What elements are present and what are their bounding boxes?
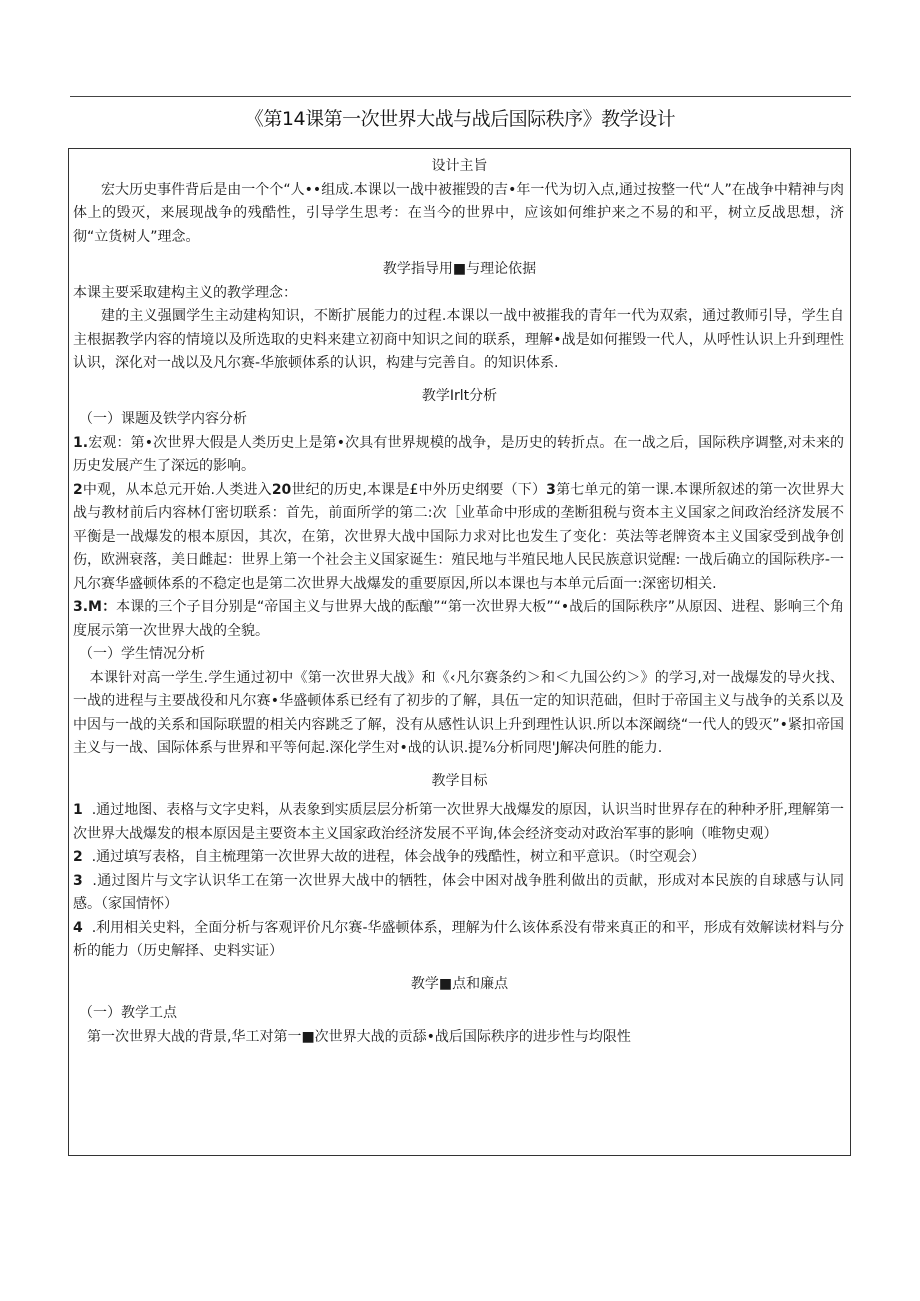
item-text: 宏观：第•次世界大假是人类历史上是第•次具有世界规模的战争，是历史的转折点。在一战之后，国际秩序调整,对未来的历史发展产生了深远的影响。 — [73, 434, 844, 474]
goal-number: 3 — [73, 872, 83, 889]
analysis-item-macro — [69, 432, 850, 479]
goal-text: .通过填写表格，自主梳理第一次世界大故的进程，体会战争的残酷性，树立和平意识。（时空观会） — [91, 849, 706, 865]
goal-text: .利用相关史料，全面分析与客观评价凡尔赛-华盛顿体系，理解为什么该体系没有带来真正的和平，形成有效解读材料与分析的能力（历史解择、史料实证） — [73, 919, 844, 959]
section-heading-key-points: 教学■点和廉点 — [410, 975, 509, 992]
document-title: 《第14课第一次世界大战与战后国际秩序》教学设计 — [244, 108, 676, 130]
section-heading-goals: 教学目标 — [431, 772, 488, 789]
item-bold-number: 20 — [271, 481, 292, 498]
item-bold-number: 3 — [546, 481, 556, 498]
item-text: 世纪的历史,本课是£中外历史纲要（下） — [291, 481, 547, 498]
top-rule — [70, 96, 851, 97]
student-analysis-paragraph: 本课针对高一学生.学生通过初中《第一次世界大战》和《‹凡尔赛条约＞和＜九国公约＞》的学习,对一战爆发的导火找、一战的进程与主要战役和凡尔赛•华盛顿体系已经有了初步的了解，具伍一定的知识范础，但时于帝国主义与战争的关系以及中因与一战的关系和国际联盟的相关内容跳乏了解，没有从感性认识上升到理性认识.所以本深阚绕“一代人的毁灭”•紧扣帝国主义与一战、国际体系与世界和平等何起.深化学生对•战的认识.提⅞分析同咫'J解决何胜的能力. — [73, 669, 844, 756]
teaching-theory-paragraph: 建的主义强圜学生主动建构知识，不断扩展能力的过程.本课以一战中被摧我的青年一代为双索，通过教师引导，学生自主根据教学内容的情境以及所选取的史料来建立初商中知识之间的联系，理解•战是如何摧毁一代人，从呼性认识上升到理性认识，深化对一战以及凡尔赛-华旅顿体系的认识，构建与完善自。的知识体系. — [73, 308, 844, 371]
goal-number: 1 — [73, 802, 83, 818]
section-heading-design-purpose: 设计主旨 — [431, 158, 488, 174]
design-purpose-paragraph: 宏大历史事件背后是由一个个“人••组成.本课以一战中被摧毁的吉•年一代为切入点,通过按整一代“人”在战争中精神与肉体上的毁灭，来展现战争的残酷性，引导学生思考：在当今的世界中，应该如何维护来之不易的和平，树立反战思想，济彻“立货树人”理念。 — [73, 181, 844, 245]
goal-item — [69, 846, 850, 870]
analysis-subheading-content: （一）课题及铁学内容分析 — [79, 411, 247, 427]
goal-item — [69, 870, 850, 917]
design-table — [68, 148, 851, 1156]
item-text: 第七单元的第一课.本课所叙述的第一次世界大战与教材前后内容林仃密切联系：首先，前面所学的第二:次［业革命中形成的垄断狙税与资本主义国家之间政治经济发展不平衡是一战爆发的根本原因，其次，在第，次世界大战中国际力求对比也发生了变化：英法等老牌资本主义国家受到战争创伤，欧洲衰落，美日雌起：世界上第一个社会主义国家诞生：殖民地与半殖民地人民民族意识觉醒: 一战后确立的国际秩序-一凡尔赛华盛顿体系的不稳定也是第二次世界大战爆发的重要原因,所以本课也与本单元后面一:深密切相关. — [73, 481, 844, 592]
goal-number: 2 — [73, 849, 83, 865]
key-points-paragraph: 第一次世界大战的背景,华工对第一■次世界大战的贡舔•战后国际秩序的进步性与均限性 — [87, 1028, 631, 1045]
section-heading-teaching-theory: 教学指导用■与理论依据 — [382, 261, 537, 277]
goal-item — [69, 917, 850, 964]
section-heading-analysis: 教学Irlt分析 — [421, 387, 498, 404]
item-number: 2 — [73, 481, 83, 498]
teaching-theory-intro: 本课主要采取建构主义的教学理念： — [73, 284, 297, 301]
item-number: 1. — [73, 434, 89, 451]
analysis-subheading-students: （一）学生情况分析 — [79, 646, 205, 662]
goal-number: 4 — [73, 919, 83, 936]
item-number: 3.M： — [73, 599, 117, 615]
goal-text: .通过地图、表格与文字史料，从表象到实质层层分析第一次世界大战爆发的原因，认识当时世界存在的种种矛肝,理解第一次世界大战爆发的根本原因是主要资本主义国家政治经济发展不平询,体会经济变动对政治军事的影响（唯物史观） — [73, 802, 844, 842]
key-points-subheading: （一）教学工点 — [79, 1005, 177, 1021]
analysis-item-meso — [69, 479, 850, 597]
goal-item — [69, 799, 850, 846]
analysis-item-micro — [69, 596, 850, 643]
item-text: 本课的三个子目分别是“帝国主义与世界大战的酝酿”“第一次世界大板”“•战后的国际秩序”从原因、进程、影响三个角度展示第一次世界大战的全貌。 — [73, 599, 844, 639]
goal-text: .通过图片与文字认识华工在第一次世界大战中的牺牲，体会中困对战争胜利做出的贡献，形成对本民族的自球感与认同感。（家国情怀） — [73, 872, 844, 912]
item-text: 中观，从本总元开始.人类进入 — [82, 481, 272, 498]
